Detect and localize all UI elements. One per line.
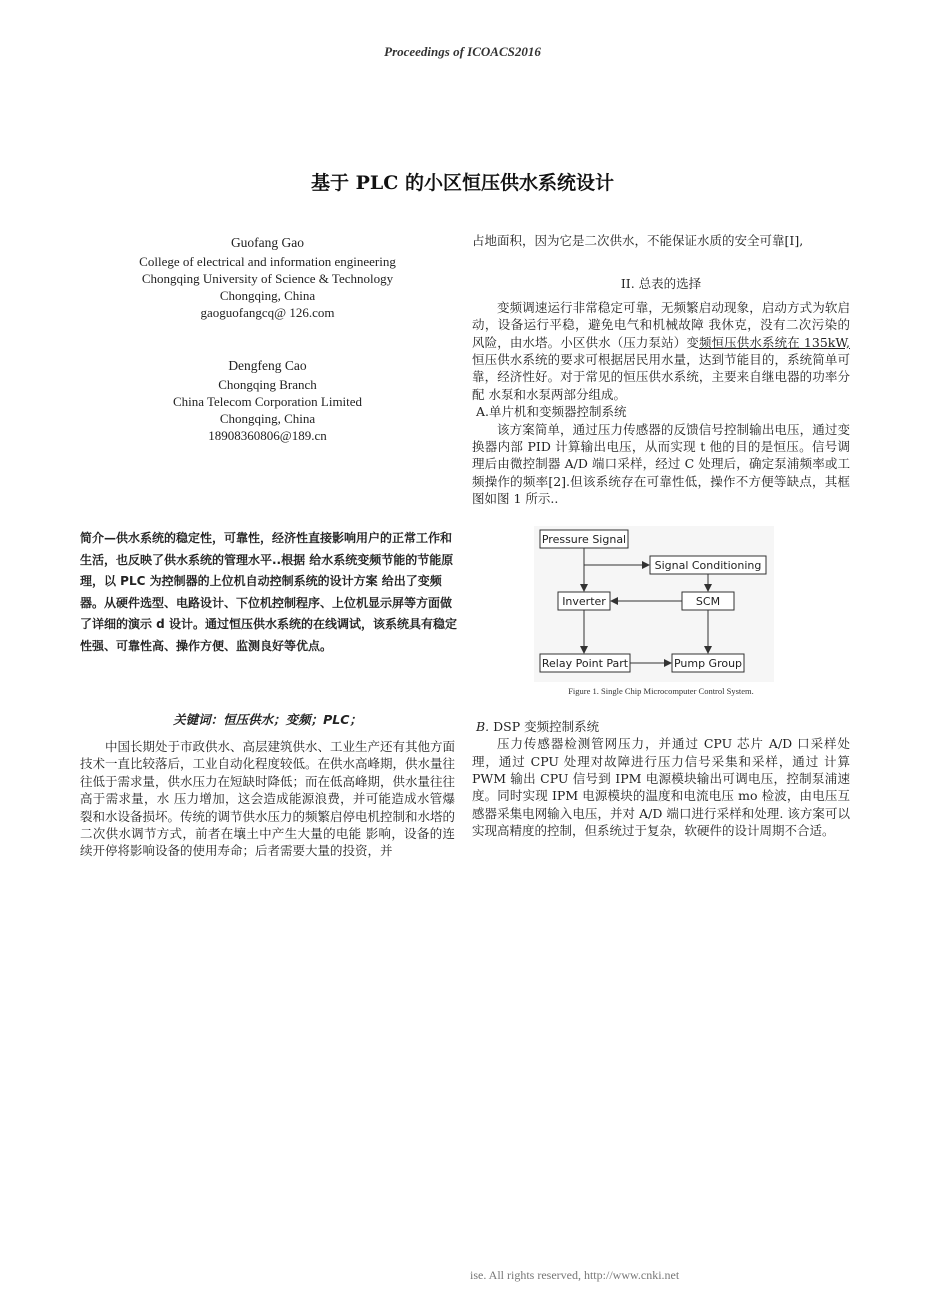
author-list — [80, 234, 455, 480]
subsection-a-heading: A.单片机和变频器控制系统 — [476, 404, 627, 420]
paper-title: 基于 PLC 的小区恒压供水系统设计 — [311, 172, 614, 194]
subsection-b-letter: B. — [476, 718, 490, 734]
subsection-a-paragraph: 该方案简单，通过压力传感器的反馈信号控制输出电压，通过变换器内部 PID 计算输出电压，从而实现 t 他的目的是恒压。信号调理后由微控制器 A/D 端口采样，经过 C 处理后，确定泵浦频率或工频操作的频率[2].但该系统存在可靠性低，操作不方便等缺点，其框图如图 1 所示.. — [472, 421, 850, 507]
pump-group-label: Pump Group — [673, 656, 743, 670]
signal-conditioning-label: Signal Conditioning — [654, 558, 762, 572]
relay-point-label: Relay Point Part — [541, 656, 629, 670]
block-diagram — [534, 526, 774, 682]
author-affiliation: Chongqing Branch — [218, 377, 317, 392]
author-block — [80, 357, 455, 444]
figure-1 — [472, 526, 850, 706]
intro-paragraph: 中国长期处于市政供水、高层建筑供水、工业生产还有其他方面技术一直比较落后，工业自动化程度较低。在供水高峰期，供水量往往低于需求量，供水压力在短缺时降低；而在低高峰期，供水量往往高于需求量，水 压力增加，这会造成能源浪费，并可能造成水管爆裂和水设备损坏。传统的调节供水压力的频繁启停电机控制和水塔的二次供水调节方式，前者在壤土中产生大量的电能 影响，设备的连续开停将影响设备的使用寿命；后者需要大量的投资，并 — [80, 739, 456, 859]
author-affiliation: Chongqing University of Science & Technology — [141, 271, 394, 286]
subsection-b-title: DSP 变频控制系统 — [489, 718, 600, 734]
author-affiliation: College of electrical and information engineering — [139, 254, 396, 269]
underlined-text: 频恒压供水系统在 135kW, — [698, 334, 850, 350]
proceedings-header: Proceedings of ICOACS2016 — [384, 44, 541, 59]
abstract: 简介—供水系统的稳定性，可靠性，经济性直接影响用户的正常工作和生活，也反映了供水系统的管理水平..根据 给水系统变频节能的节能原理，以 PLC 为控制器的上位机自动控制系统的设计方案 给出了变频器。从硬件选型、电路设计、下位机控制程序、上位机显示屏等方面做了详细的演示 d 设计。通过恒压供水系统的在线调试，该系统具有稳定性强、可靠性高、操作方便、监测良好等优点。 — [80, 531, 457, 653]
subsection-b-heading — [472, 718, 850, 735]
right-column — [472, 232, 850, 840]
figure-caption: Figure 1. Single Chip Microcomputer Control System. — [568, 685, 754, 696]
scm-label: SCM — [695, 594, 721, 608]
introduction-text — [80, 738, 455, 860]
paragraph-text: 变频调速运行非常稳定可靠，无频繁启动现象，启动方式为软启动，设备运行平稳，避免电气和机械故障 我休克，没有二次污染的风险，由水塔。小区供水（压力泵站）变 — [472, 299, 850, 350]
author-location: Chongqing, China — [219, 411, 316, 426]
author-email: 18908360806@189.cn — [208, 428, 327, 443]
section-heading: II. 总表的选择 — [620, 276, 702, 292]
footer-copyright: ise. All rights reserved, http://www.cnki.net — [470, 1268, 680, 1282]
inverter-label: Inverter — [562, 594, 606, 608]
subsection-b-paragraph: 压力传感器检测管网压力，并通过 CPU 芯片 A/D 口采样处理，通过 CPU 处理对故障进行压力信号采集和采样，通过 计算 PWM 输出 CPU 信号到 IPM 电源模块输出可调电压，控制泵浦速度。同时实现 IPM 电源模块的温度和电流电压 mo 检波，由电压互感器采集电网输入电压，并对 A/D 端口进行采样和处理. 该方案可以实现高精度的控制，但系统过于复杂，软硬件的设计周期不合适。 — [472, 736, 850, 839]
author-name: Guofang Gao — [230, 235, 305, 250]
author-location: Chongqing, China — [219, 288, 316, 303]
pressure-signal-label: Pressure Signal — [541, 532, 627, 546]
author-block — [80, 234, 455, 321]
author-email: gaoguofangcq@ 126.com — [200, 305, 335, 320]
section-paragraph — [472, 299, 850, 403]
author-affiliation: China Telecom Corporation Limited — [172, 394, 363, 409]
paragraph-text: 恒压供水系统的要求可根据居民用水量，达到节能目的，系统简单可靠，经济性好。对于常见的恒压供水系统，主要来自继电器的功率分配 水泵和水泵两部分组成。 — [472, 352, 850, 402]
keywords: 关键词：恒压供水；变频；PLC； — [173, 712, 362, 727]
author-name: Dengfeng Cao — [228, 358, 307, 373]
continued-paragraph: 占地面积，因为它是二次供水，不能保证水质的安全可靠[I], — [472, 233, 804, 248]
